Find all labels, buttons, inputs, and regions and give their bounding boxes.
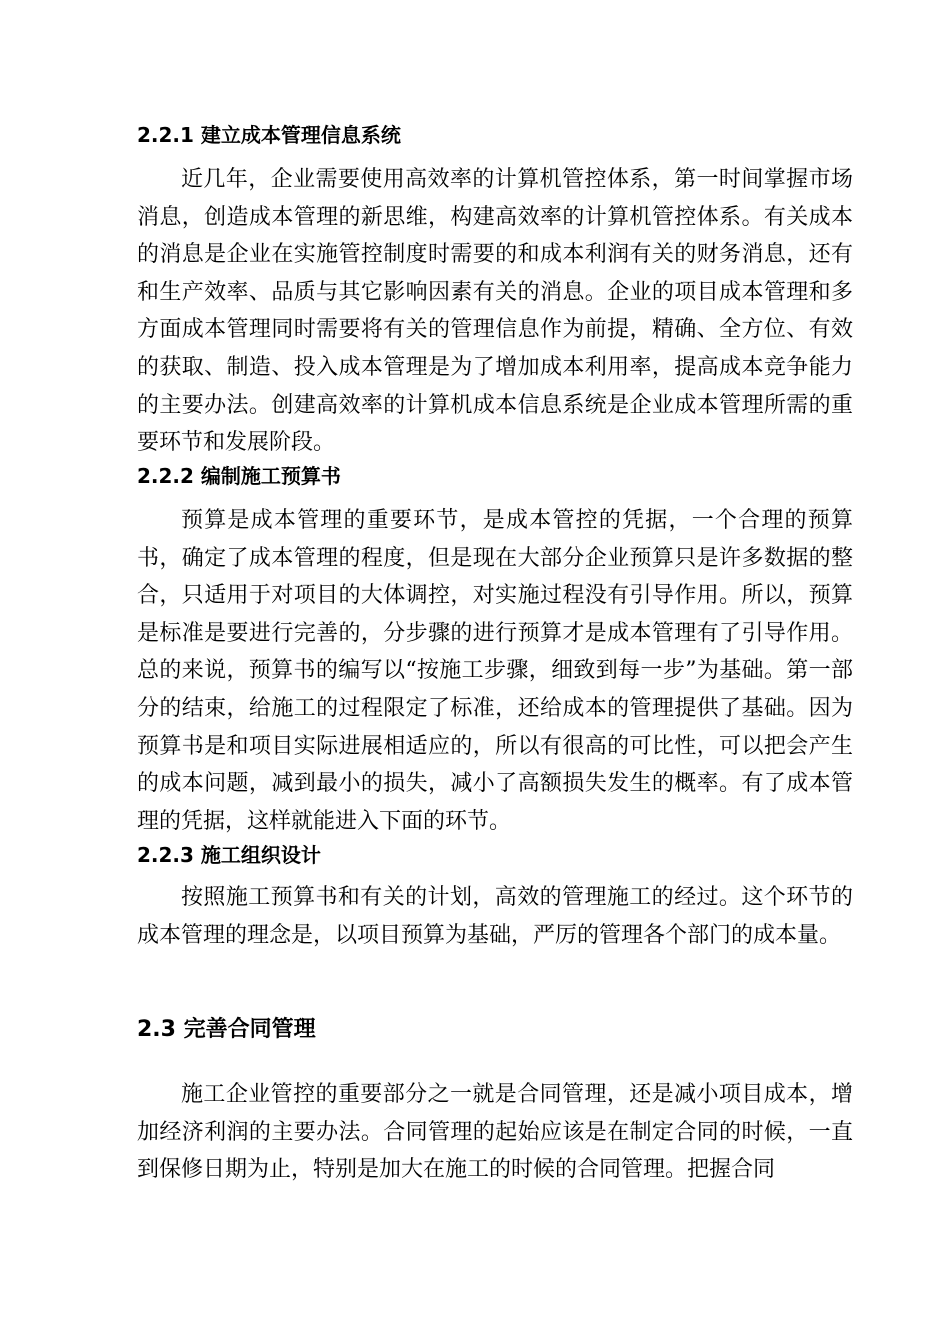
section-heading-2-2-3: 2.2.3 施工组织设计 xyxy=(137,843,321,867)
section-paragraph-2-2-1: 近几年，企业需要使用高效率的计算机管控体系，第一时间掌握市场消息，创造成本管理的新思维，构建高效率的计算机管控体系。有关成本的消息是企业在实施管控制度时需要的和成本利润有关的财务消息，还有和生产效率、品质与其它影响因素有关的消息。企业的项目成本管理和多方面成本管理同时需要将有关的管理信息作为前提，精确、全方位、有效的获取、制造、投入成本管理是为了增加成本利用率，提高成本竞争能力的主要办法。创建高效率的计算机成本信息系统是企业成本管理所需的重要环节和发展阶段。 xyxy=(137,167,853,456)
section-paragraph-2-2-3: 按照施工预算书和有关的计划，高效的管理施工的经过。这个环节的成本管理的理念是，以项目预算为基础，严厉的管理各个部门的成本量。 xyxy=(137,885,853,948)
section-heading-2-2-1: 2.2.1 建立成本管理信息系统 xyxy=(137,123,401,147)
section-heading-2-3: 2.3 完善合同管理 xyxy=(137,1017,316,1042)
section-paragraph-2-3: 施工企业管控的重要部分之一就是合同管理，还是减小项目成本，增加经济利润的主要办法。合同管理的起始应该是在制定合同的时候，一直到保修日期为止，特别是加大在施工的时候的合同管理。把握合同 xyxy=(137,1082,853,1183)
section-paragraph-2-2-2: 预算是成本管理的重要环节，是成本管控的凭据，一个合理的预算书，确定了成本管理的程度，但是现在大部分企业预算只是许多数据的整合，只适用于对项目的大体调控，对实施过程没有引导作用。所以，预算是标准是要进行完善的，分步骤的进行预算才是成本管理有了引导作用。总的来说，预算书的编写以“按施工步骤，细致到每一步”为基础。第一部分的结束，给施工的过程限定了标准，还给成本的管理提供了基础。因为预算书是和项目实际进展相适应的，所以有很高的可比性，可以把会产生的成本问题，减到最小的损失，减小了高额损失发生的概率。有了成本管理的凭据，这样就能进入下面的环节。 xyxy=(137,508,853,834)
section-heading-2-2-2: 2.2.2 编制施工预算书 xyxy=(137,464,341,488)
